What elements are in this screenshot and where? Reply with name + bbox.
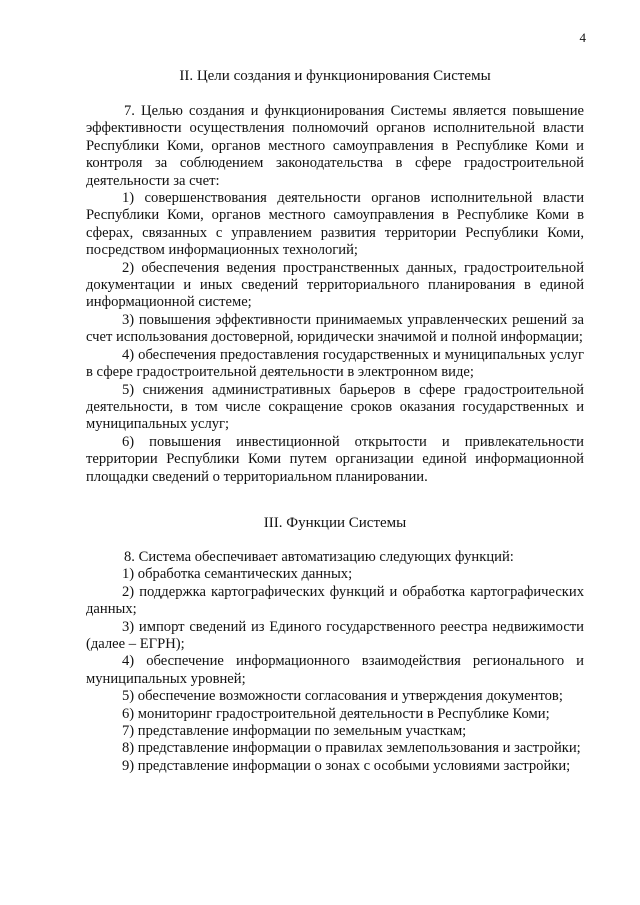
section-2-item: 2) обеспечения ведения пространственных данных, градостроительной документации и иных сведений территориального планирования в единой информационной системе;: [86, 259, 584, 311]
section-3-item: 3) импорт сведений из Единого государственного реестра недвижимости (далее – ЕГРН);: [86, 618, 584, 653]
section-3-item: 4) обеспечение информационного взаимодействия регионального и муниципальных уровней;: [86, 653, 584, 687]
section-2-item: 6) повышения инвестиционной открытости и привлекательности территории Республики Коми путем организации единой информационной площадки сведений о территориальном планировании.: [86, 433, 584, 485]
section-2-title: II. Цели создания и функционирования Системы: [179, 68, 491, 84]
section-3-item: 1) обработка семантических данных;: [122, 566, 353, 583]
section-3-item: 6) мониторинг градостроительной деятельности в Республике Коми;: [122, 705, 550, 722]
section-3-item: 2) поддержка картографических функций и обработка картографических данных;: [86, 583, 584, 618]
section-3-body: [86, 549, 584, 775]
section-2-item: 3) повышения эффективности принимаемых управленческих решений за счет использования достоверной, юридически значимой и полной информации;: [86, 311, 584, 346]
document-body: [86, 0, 584, 905]
section-2-body: [86, 103, 584, 486]
section-2-item: 5) снижения административных барьеров в сфере градостроительной деятельности, в том числе сокращение сроков оказания государственных и муниципальных услуг;: [86, 381, 584, 433]
page-number: 4: [579, 30, 586, 45]
section-3-item: 9) представление информации о зонах с особыми условиями застройки;: [122, 757, 571, 774]
section-2-intro: 7. Целью создания и функционирования Системы является повышение эффективности осуществления полномочий органов исполнительной власти Республики Коми, органов местного самоуправления в Республике Коми и контроля за соблюдением законодательства в сфере градостроительной деятельности за счет:: [86, 103, 584, 189]
section-3-title: III. Функции Системы: [263, 515, 407, 531]
section-3-item: 8) представление информации о правилах землепользования и застройки;: [122, 740, 581, 757]
section-2-item: 4) обеспечения предоставления государственных и муниципальных услуг в сфере градостроительной деятельности в электронном виде;: [86, 346, 584, 381]
section-3-intro: 8. Система обеспечивает автоматизацию следующих функций:: [124, 549, 514, 565]
section-3-item: 5) обеспечение возможности согласования и утверждения документов;: [122, 688, 563, 705]
section-3-item: 7) представление информации по земельным участкам;: [122, 723, 467, 740]
section-2-item: 1) совершенствования деятельности органов исполнительной власти Республики Коми, органов местного самоуправления в Республике Коми в сферах, связанных с управлением развития территории Республики Коми, посредством информационных технологий;: [86, 190, 584, 259]
